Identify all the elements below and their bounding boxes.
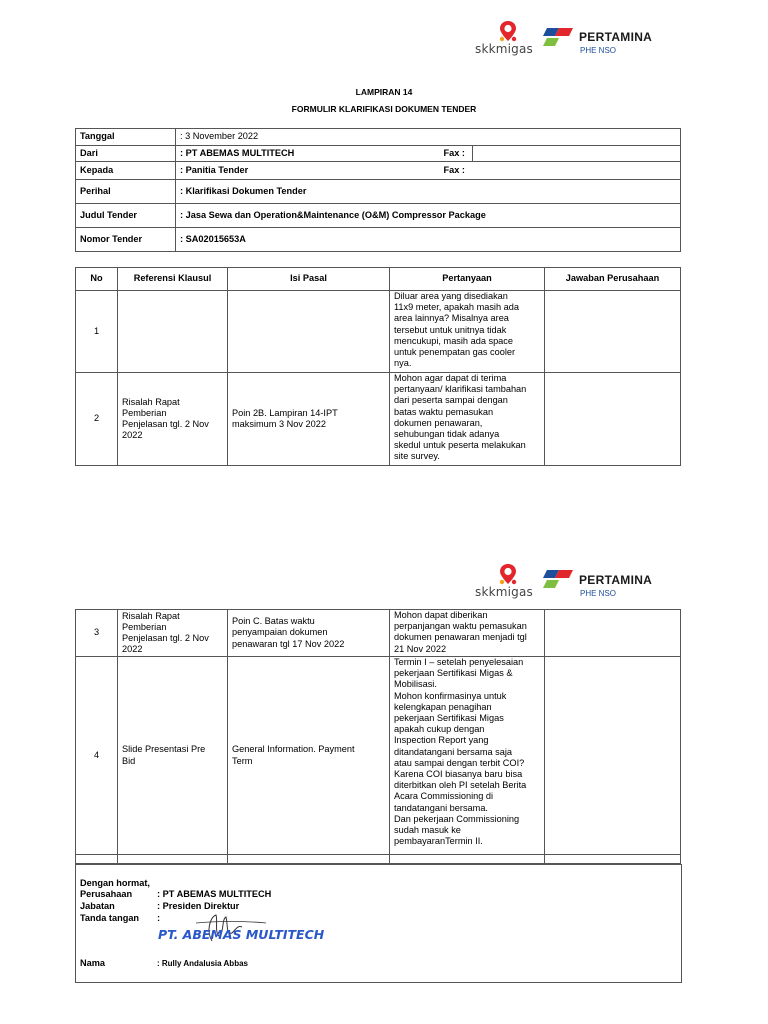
nomor-tender-label: Nomor Tender [76,228,176,252]
pertanyaan-cell [390,610,545,657]
text-line: apakah cukup dengan [394,724,485,735]
jabatan-value: : Presiden Direktur [157,901,240,911]
text-line: dokumen penawaran, [394,417,483,428]
text-line: Acara Commissioning di [394,791,494,802]
referensi-cell [118,291,228,373]
text-line: Slide Presentasi Pre [122,744,206,755]
column-header-isi-pasal: Isi Pasal [228,268,390,291]
text-line: Risalah Rapat [122,396,180,407]
row-number: 4 [76,657,118,855]
perusahaan-value: : PT ABEMAS MULTITECH [157,889,272,899]
text-line: Mohon konfirmasinya untuk [394,690,507,701]
stamp-text: PT. ABEMAS MULTITECH [158,927,325,942]
dari-value: : PT ABEMAS MULTITECH [176,146,444,162]
column-header-pertanyaan: Pertanyaan [390,268,545,291]
tanggal-value: : 3 November 2022 [176,129,681,146]
text-line: Term [232,755,253,766]
jawaban-cell [545,657,681,855]
table-row [76,855,681,864]
text-line: penawaran tgl 17 Nov 2022 [232,638,345,649]
empty-cell [76,855,118,864]
skkmigas-logo-icon [496,562,520,586]
text-line: Mohon agar dapat di terima [394,373,507,383]
text-line: 2022 [122,644,143,655]
text-line: site survey. [394,451,440,462]
text-line: Pemberian [122,621,167,632]
text-line: 2022 [122,430,143,441]
text-line: Bid [122,755,136,766]
text-line: untuk penempatan gas cooler [394,347,516,358]
text-line: dari peserta sampai dengan [394,395,508,406]
referensi-cell [118,373,228,466]
tanggal-label: Tanggal [76,129,176,146]
table-row [76,291,681,373]
clarification-table-page-2 [75,609,681,864]
text-line: Poin 2B. Lampiran 14-IPT [232,407,338,418]
empty-cell [390,855,545,864]
table-row [76,373,681,466]
column-header-jawaban: Jawaban Perusahaan [545,268,681,291]
referensi-cell [118,657,228,855]
pertamina-logo-icon [541,568,575,590]
row-number: 3 [76,610,118,657]
isi-pasal-cell [228,373,390,466]
text-line: pembayaranTermin II. [394,836,483,847]
pertanyaan-cell [390,373,545,466]
dari-label: Dari [76,146,176,162]
text-line: ditandatangani bersama saja [394,746,512,757]
row-number: 2 [76,373,118,466]
text-line: 11x9 meter, apakah masih ada [394,302,519,313]
jawaban-cell [545,373,681,466]
text-line: batas waktu pemasukan [394,406,494,417]
header-info-table [75,128,681,252]
text-line: kelengkapan penagihan [394,701,492,712]
skkmigas-wordmark: skkmigas [475,585,533,599]
text-line: tandatangani bersama. [394,802,488,813]
fax-value-1 [473,146,681,162]
pertamina-subtitle: PHE NSO [580,589,617,598]
tanda-tangan-value: : [157,913,161,923]
text-line: sudah masuk ke [394,825,461,836]
document-number-title: LAMPIRAN 14 [355,87,413,97]
table-row [76,610,681,657]
fax-value-2 [473,162,681,180]
perihal-value: : Klarifikasi Dokumen Tender [176,180,681,204]
row-number: 1 [76,291,118,373]
text-line: mencukupi, masih ada space [394,335,513,346]
judul-tender-label: Judul Tender [76,204,176,228]
company-stamp-signature [156,911,325,947]
jabatan-label: Jabatan [80,901,115,911]
nomor-tender-value: : SA02015653A [176,228,681,252]
pertamina-wordmark: PERTAMINA [579,573,653,587]
empty-cell [118,855,228,864]
text-line: atau sampai dengan terbit COI? [394,757,525,768]
skkmigas-wordmark: skkmigas [475,42,533,56]
empty-cell [545,855,681,864]
text-line: Pemberian [122,407,167,418]
isi-pasal-cell [228,291,390,373]
kepada-value: : Panitia Tender [176,162,444,180]
text-line: penyampaian dokumen [232,627,328,638]
pertamina-logo-icon [541,26,575,48]
text-line: Mohon dapat diberikan [394,610,488,620]
isi-pasal-cell [228,610,390,657]
referensi-cell [118,610,228,657]
text-line: pertanyaan/ klarifikasi tambahan [394,384,527,395]
nama-label: Nama [80,958,106,968]
text-line: Inspection Report yang [394,735,489,746]
jawaban-cell [545,610,681,657]
clarification-table-page-1 [75,267,681,466]
judul-tender-value: : Jasa Sewa dan Operation&Maintenance (O&M) Compressor Package [176,204,681,228]
text-line: 21 Nov 2022 [394,643,447,654]
text-line: pekerjaan Sertifikasi Migas [394,713,504,724]
signature-block [75,864,682,983]
pertamina-wordmark: PERTAMINA [579,30,653,44]
text-line: Dan pekerjaan Commissioning [394,813,520,824]
text-line: perpanjangan waktu pemasukan [394,621,527,632]
text-line: sehubungan tidak adanya [394,429,500,440]
isi-pasal-cell [228,657,390,855]
greeting-text: Dengan hormat, [80,878,150,888]
text-line: Poin C. Batas waktu [232,616,315,627]
text-line: Penjelasan tgl. 2 Nov [122,419,209,429]
text-line: Risalah Rapat [122,610,180,621]
text-line: dokumen penawaran menjadi tgl [394,632,527,643]
column-header-referensi: Referensi Klausul [118,268,228,291]
text-line: maksimum 3 Nov 2022 [232,419,326,429]
pertanyaan-cell [390,291,545,373]
perihal-label: Perihal [76,180,176,204]
text-line: Diluar area yang disediakan [394,291,508,301]
text-line: Penjelasan tgl. 2 Nov [122,633,209,643]
jawaban-cell [545,291,681,373]
text-line: area lainnya? Misalnya area [394,313,509,324]
tanda-tangan-label: Tanda tangan [80,913,140,923]
empty-cell [228,855,390,864]
column-header-no: No [76,268,118,291]
document-form-title: FORMULIR KLARIFIKASI DOKUMEN TENDER [291,104,477,114]
text-line: Termin I – setelah penyelesaian [394,657,524,667]
text-line: diterbitkan oleh PI setelah Berita [394,780,527,791]
perusahaan-label: Perusahaan [80,889,133,899]
fax-label-1: Fax : [444,146,473,162]
pertamina-subtitle: PHE NSO [580,46,617,55]
text-line: Karena COI biasanya baru bisa [394,769,523,780]
text-line: pekerjaan Sertifikasi Migas & [394,668,513,679]
text-line: Mobilisasi. [394,679,437,690]
text-line: General Information. Payment [232,744,355,755]
nama-value: : Rully Andalusia Abbas [157,959,248,968]
fax-label-2: Fax : [444,162,473,180]
text-line: nya. [394,358,412,369]
pertanyaan-cell [390,657,545,855]
text-line: tersebut untuk unitnya tidak [394,324,507,335]
kepada-label: Kepada [76,162,176,180]
skkmigas-logo-icon [496,19,520,43]
table-row [76,657,681,855]
text-line: skedul untuk peserta melakukan [394,440,526,451]
